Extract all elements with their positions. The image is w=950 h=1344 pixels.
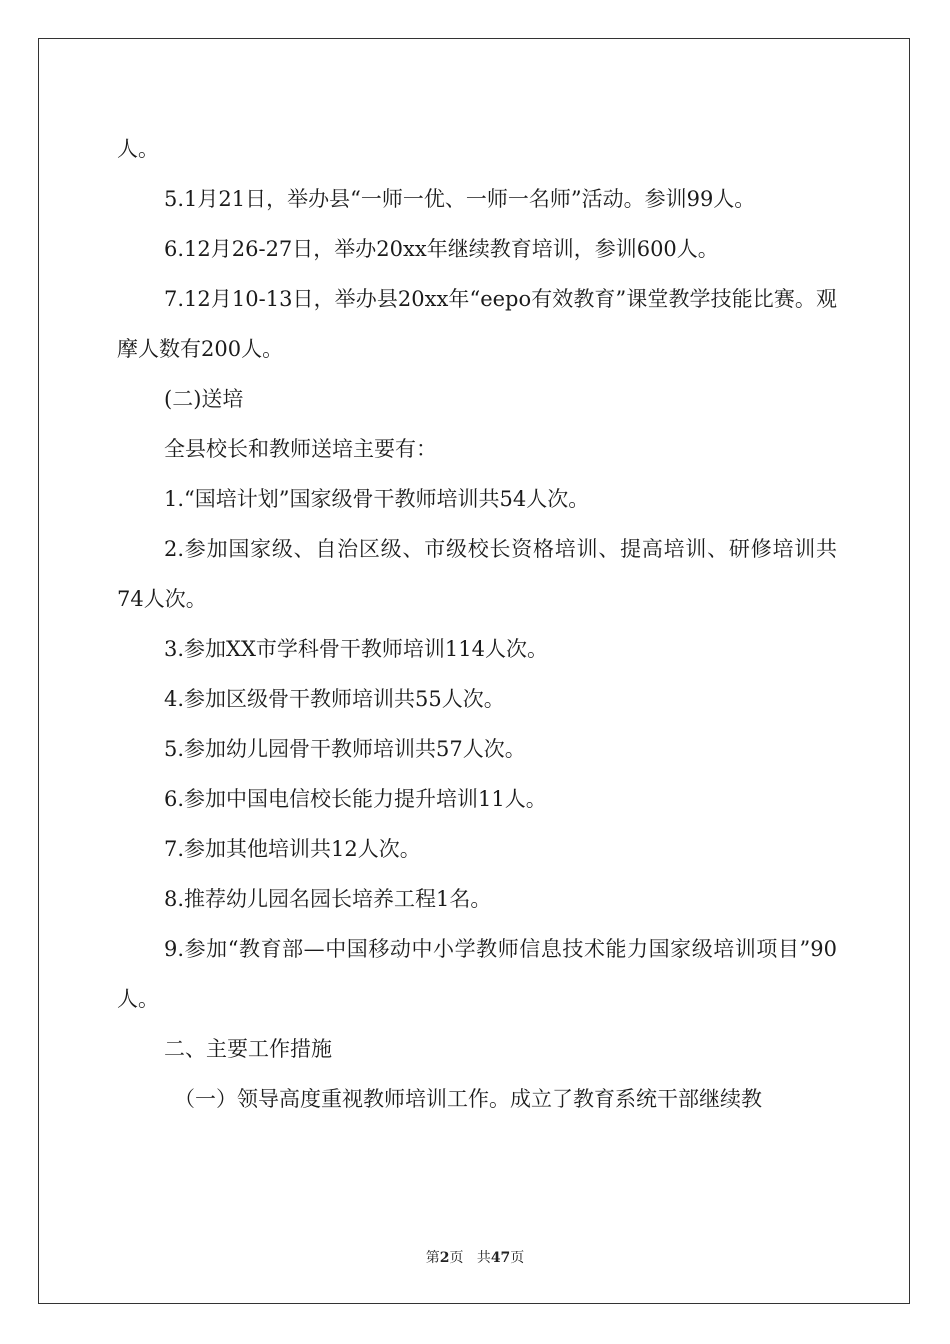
list-item: 1.“国培计划”国家级骨干教师培训共54人次。 bbox=[164, 487, 590, 511]
section-heading: (二)送培 bbox=[164, 387, 244, 411]
list-item: 4.参加区级骨干教师培训共55人次。 bbox=[164, 687, 505, 711]
page-prefix: 第 bbox=[425, 1250, 440, 1266]
page-footer bbox=[0, 1247, 950, 1267]
page-suffix: 页 bbox=[449, 1250, 464, 1266]
list-item: 9.参加“教育部—中国移动中小学教师信息技术能力国家级培训项目”90人。 bbox=[117, 937, 837, 1011]
paragraph: （一）领导高度重视教师培训工作。成立了教育系统干部继续教 bbox=[174, 1087, 762, 1111]
document-body bbox=[117, 124, 837, 1124]
paragraph: 7.12月10-13日，举办县20xx年“eepo有效教育”课堂教学技能比赛。观摩人数有200人。 bbox=[117, 287, 837, 361]
total-suffix: 页 bbox=[510, 1250, 525, 1266]
list-item: 5.参加幼儿园骨干教师培训共57人次。 bbox=[164, 737, 526, 761]
total-prefix: 共 bbox=[476, 1250, 491, 1266]
list-item: 8.推荐幼儿园名园长培养工程1名。 bbox=[164, 887, 492, 911]
page-number: 2 bbox=[439, 1250, 450, 1266]
paragraph: 全县校长和教师送培主要有： bbox=[164, 437, 437, 461]
paragraph: 6.12月26-27日，举办20xx年继续教育培训，参训600人。 bbox=[164, 237, 719, 261]
list-item: 2.参加国家级、自治区级、市级校长资格培训、提高培训、研修培训共74人次。 bbox=[117, 537, 837, 611]
list-item: 3.参加XX市学科骨干教师培训114人次。 bbox=[164, 637, 549, 661]
paragraph: 5.1月21日，举办县“一师一优、一师一名师”活动。参训99人。 bbox=[164, 187, 756, 211]
section-heading: 二、主要工作措施 bbox=[164, 1037, 332, 1061]
list-item: 6.参加中国电信校长能力提升培训11人。 bbox=[164, 787, 547, 811]
paragraph: 人。 bbox=[117, 137, 159, 161]
total-pages: 47 bbox=[490, 1250, 511, 1266]
list-item: 7.参加其他培训共12人次。 bbox=[164, 837, 421, 861]
